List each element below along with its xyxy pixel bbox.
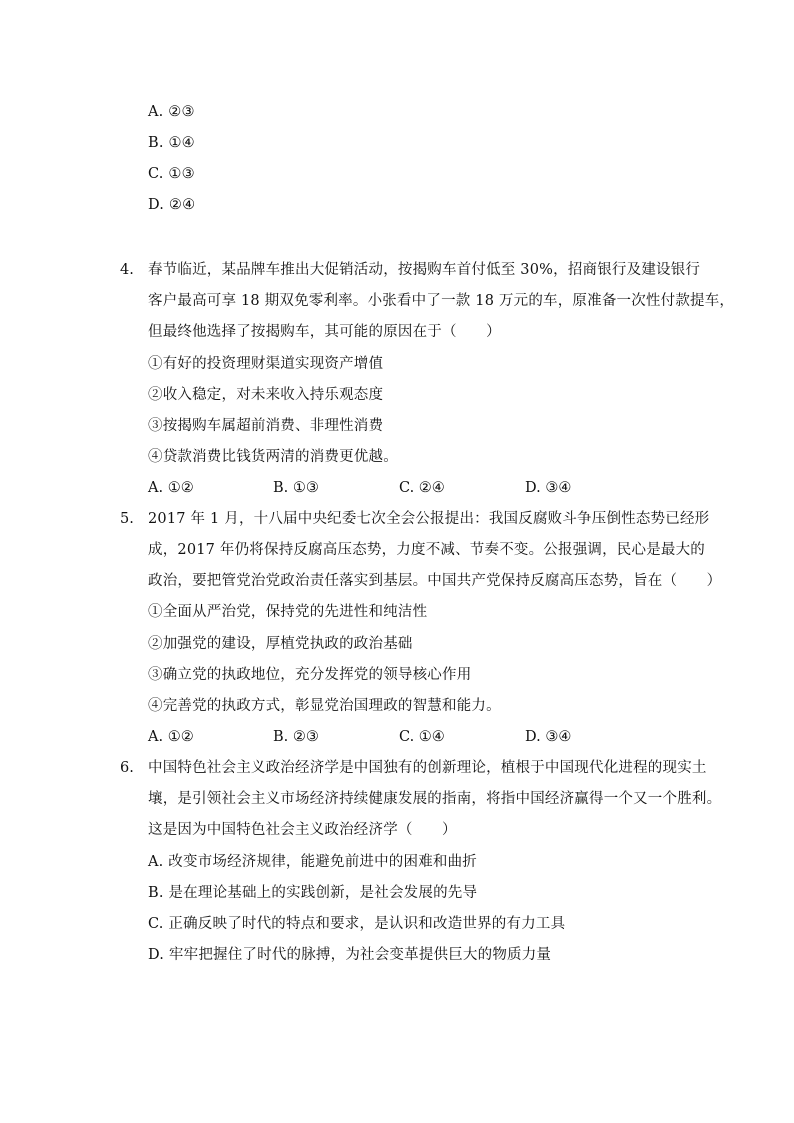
q4-statement-4: ④贷款消费比钱货两清的消费更优越。	[148, 449, 398, 465]
q5-option-b: B. ②③	[273, 729, 319, 745]
q5-stem-line-1: 2017 年 1 月，十八届中央纪委七次全会公报提出：我国反腐败斗争压倒性态势已经形	[148, 511, 710, 527]
q5-option-a: A. ①②	[148, 729, 194, 745]
q6-number: 6.	[120, 760, 134, 776]
q4-number: 4.	[120, 262, 134, 278]
q4-stem-line-3: 但最终他选择了按揭购车，其可能的原因在于（ ）	[148, 324, 501, 340]
q3-option-d: D. ②④	[148, 197, 196, 213]
q5-number: 5.	[120, 511, 134, 527]
q3-option-c: C. ①③	[148, 166, 195, 182]
q5-statement-1: ①全面从严治党，保持党的先进性和纯洁性	[148, 604, 428, 620]
q5-stem-line-3: 政治，要把管党治党政治责任落实到基层。中国共产党保持反腐高压态势，旨在（ ）	[148, 573, 722, 589]
q4-option-b: B. ①③	[273, 480, 319, 496]
q6-stem-line-2: 壤，是引领社会主义市场经济持续健康发展的指南，将指中国经济赢得一个又一个胜利。	[148, 791, 722, 807]
q6-stem-line-1: 中国特色社会主义政治经济学是中国独有的创新理论，植根于中国现代化进程的现实土	[148, 760, 707, 776]
q4-option-d: D. ③④	[525, 480, 572, 496]
q5-stem-line-2: 成，2017 年仍将保持反腐高压态势，力度不减、节奏不变。公报强调，民心是最大的	[148, 542, 706, 558]
q5-statement-2: ②加强党的建设，厚植党执政的政治基础	[148, 636, 413, 652]
q5-option-d: D. ③④	[525, 729, 572, 745]
q4-statement-2: ②收入稳定，对未来收入持乐观态度	[148, 387, 384, 403]
q4-stem-line-2: 客户最高可享 18 期双免零利率。小张看中了一款 18 万元的车，原准备一次性付款提车，	[148, 293, 735, 309]
q6-option-d: D. 牢牢把握住了时代的脉搏，为社会变革提供巨大的物质力量	[148, 947, 552, 963]
q4-option-a: A. ①②	[148, 480, 194, 496]
q6-option-c: C. 正确反映了时代的特点和要求，是认识和改造世界的有力工具	[148, 916, 566, 932]
q5-option-c: C. ①④	[399, 729, 445, 745]
q4-options	[148, 478, 708, 498]
q4-option-c: C. ②④	[399, 480, 445, 496]
q6-option-b: B. 是在理论基础上的实践创新，是社会发展的先导	[148, 885, 478, 901]
q4-statement-3: ③按揭购车属超前消费、非理性消费	[148, 418, 384, 434]
q6-stem-line-3: 这是因为中国特色社会主义政治经济学（ ）	[148, 822, 457, 838]
q5-statement-4: ④完善党的执政方式，彰显党治国理政的智慧和能力。	[148, 698, 501, 714]
q3-option-b: B. ①④	[148, 135, 195, 151]
q5-statement-3: ③确立党的执政地位，充分发挥党的领导核心作用	[148, 667, 472, 683]
q6-option-a: A. 改变市场经济规律，能避免前进中的困难和曲折	[148, 854, 477, 870]
q5-options	[148, 727, 708, 747]
q4-statement-1: ①有好的投资理财渠道实现资产增值	[148, 356, 384, 372]
q3-option-a: A. ②③	[148, 104, 195, 120]
q4-stem-line-1: 春节临近，某品牌车推出大促销活动，按揭购车首付低至 30%，招商银行及建设银行	[148, 262, 701, 278]
